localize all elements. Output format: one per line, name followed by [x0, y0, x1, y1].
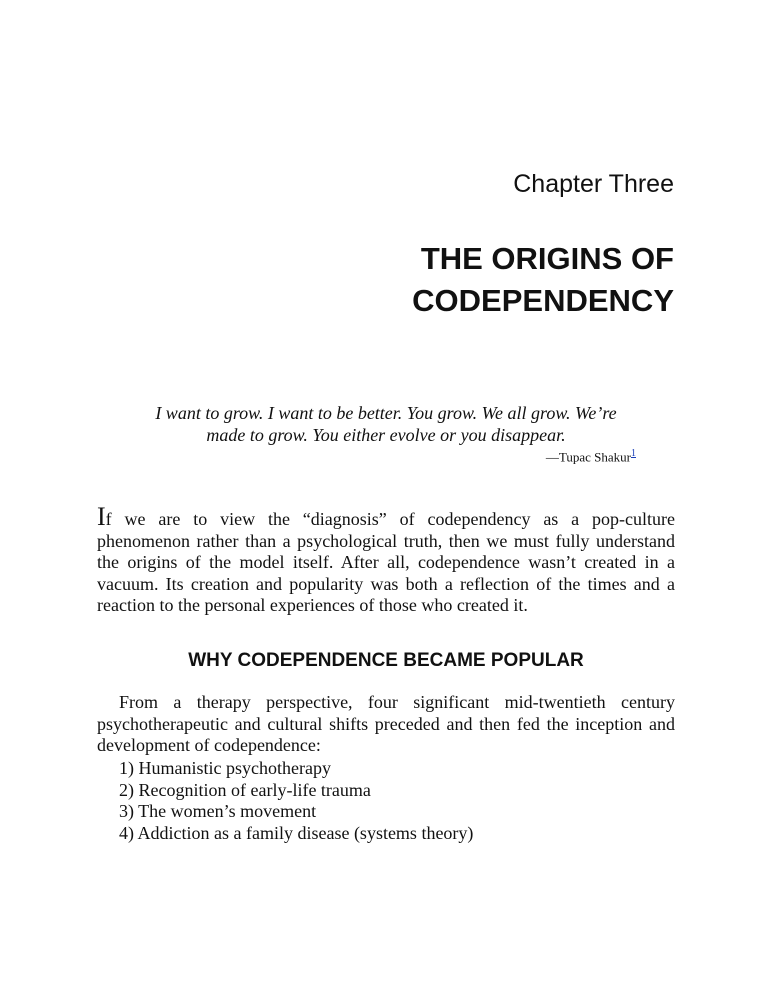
- epigraph-quote: [98, 402, 674, 446]
- shift-list: [119, 758, 473, 844]
- epigraph-attribution-line: [98, 446, 674, 465]
- chapter-title-line-1: THE ORIGINS OF: [420, 241, 674, 276]
- list-item: 4) Addiction as a family disease (systems theory): [119, 822, 474, 843]
- list-item: 3) The women’s movement: [119, 801, 317, 821]
- footnote-link[interactable]: 1: [631, 448, 636, 459]
- chapter-label: Chapter Three: [513, 170, 674, 198]
- epigraph-line-2: made to grow. You either evolve or you disappear.: [206, 425, 566, 445]
- intro-paragraph: [97, 502, 675, 617]
- chapter-title: [412, 238, 674, 322]
- chapter-title-line-2: CODEPENDENCY: [412, 283, 674, 318]
- list-item: 2) Recognition of early-life trauma: [119, 779, 371, 800]
- section-paragraph: From a therapy perspective, four significant mid-twentieth century psychotherapeutic and cultural shifts preceded and then fed the inception and development of codependence:: [97, 692, 675, 755]
- list-item: 1) Humanistic psychotherapy: [119, 758, 331, 778]
- epigraph-line-1: I want to grow. I want to be better. You grow. We all grow. We’re: [155, 403, 617, 423]
- intro-text: f we are to view the “diagnosis” of codependency as a pop-culture phenomenon rather than a psychological truth, then we must fully understand the origins of the model itself. After all, codependence wasn’t created in a vacuum. Its creation and popularity was both a reflection of the times and a reaction to the personal experiences of those who created it.: [97, 509, 675, 615]
- drop-cap: I: [97, 502, 106, 531]
- epigraph-attribution: —Tupac Shakur: [545, 449, 631, 465]
- section-heading: WHY CODEPENDENCE BECAME POPULAR: [188, 650, 584, 671]
- epigraph: [98, 402, 674, 465]
